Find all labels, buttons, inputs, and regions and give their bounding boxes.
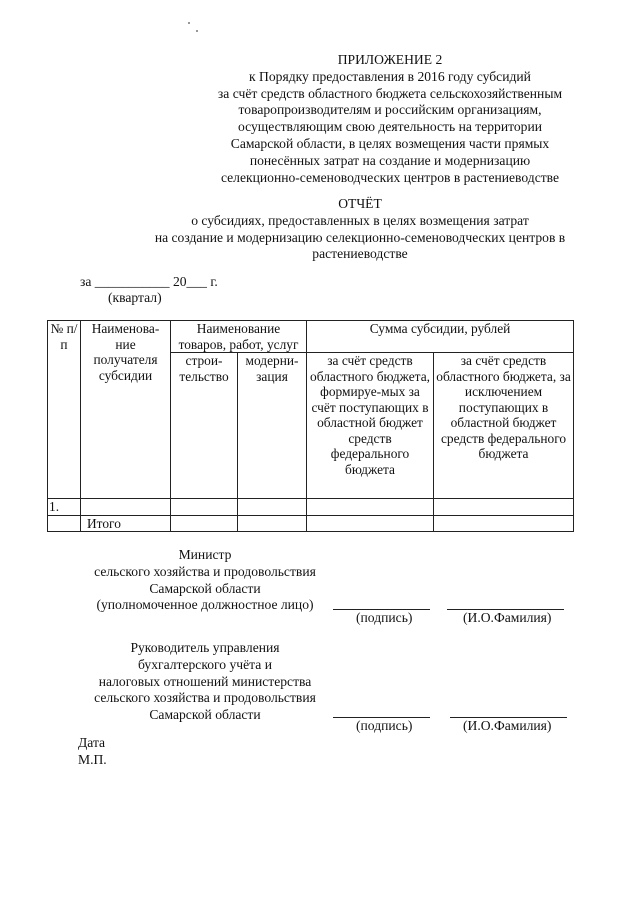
cell: [238, 515, 307, 532]
row-num: 1.: [48, 499, 81, 516]
header-recipient: Наименова-ние получателя субсидии: [81, 321, 171, 499]
annex-line: селекционно-семеноводческих центров в растениеводстве: [220, 169, 560, 185]
scan-speck: [196, 30, 198, 32]
footer: [78, 735, 107, 769]
cell: [434, 499, 574, 516]
signatory-accounting-head: [60, 640, 350, 724]
signatory-line: сельского хозяйства и продовольствия: [94, 563, 316, 579]
table-row: [48, 499, 574, 516]
signatory-line: Самарской области: [149, 707, 261, 723]
annex-title: ПРИЛОЖЕНИЕ 2: [337, 52, 443, 67]
report-subtitle-line: растениеводстве: [312, 246, 408, 262]
report-subtitle-line: о субсидиях, предоставленных в целях возмещения затрат: [191, 212, 529, 228]
header-modernization: модерни-зация: [238, 353, 307, 499]
annex-line: к Порядку предоставления в 2016 году субсидий: [249, 68, 531, 84]
cell: [171, 515, 238, 532]
report-period: за ___________ 20___ г.: [80, 274, 218, 289]
signature-caption: (подпись): [356, 610, 413, 625]
name-caption: (И.О.Фамилия): [463, 718, 552, 733]
date-label: Дата: [78, 735, 106, 750]
signatory-line: Министр: [178, 547, 232, 562]
signatory-line: (уполномоченное должностное лицо): [96, 597, 314, 613]
signature-caption: (подпись): [356, 718, 413, 733]
signatory-line: бухгалтерского учёта и: [138, 656, 272, 672]
scan-speck: [188, 22, 190, 24]
cell: [307, 515, 434, 532]
annex-line: Самарской области, в целях возмещения части прямых: [230, 135, 550, 151]
annex-header: [190, 52, 590, 186]
header-num: № п/п: [48, 321, 81, 499]
name-caption: (И.О.Фамилия): [463, 610, 552, 625]
signatory-line: сельского хозяйства и продовольствия: [94, 690, 316, 706]
cell: [238, 499, 307, 516]
cell: [81, 499, 171, 516]
header-construction: строи-тельство: [171, 353, 238, 499]
table-row-total: [48, 515, 574, 532]
header-regional-funds: за счёт средств областного бюджета, за исключением поступающих в областной бюджет средств федерального бюджета: [434, 353, 574, 499]
annex-line: за счёт средств областного бюджета сельскохозяйственным: [217, 85, 563, 101]
signatory-line: Руководитель управления: [130, 640, 280, 655]
annex-line: товаропроизводителям и российским организациям,: [238, 102, 542, 118]
cell: [307, 499, 434, 516]
subsidy-table: [47, 320, 574, 532]
cell: [48, 515, 81, 532]
header-federal-funds: за счёт средств областного бюджета, формируе-мых за счёт поступающих в областной бюджет средств федерального бюджета: [307, 353, 434, 499]
stamp-label: М.П.: [78, 751, 107, 767]
cell: [171, 499, 238, 516]
header-sum: Сумма субсидии, рублей: [307, 321, 574, 353]
annex-line: осуществляющим свою деятельность на территории: [237, 119, 543, 135]
report-subtitle-line: на создание и модернизацию селекционно-семеноводческих центров в: [154, 229, 566, 245]
report-title: ОТЧЁТ: [338, 196, 382, 211]
signatory-line: Самарской области: [149, 580, 261, 596]
period-caption: (квартал): [108, 290, 162, 305]
signatory-line: налоговых отношений министерства: [98, 673, 312, 689]
total-label: Итого: [81, 515, 171, 532]
signatory-minister: [60, 547, 350, 614]
annex-line: понесённых затрат на создание и модернизацию: [249, 152, 531, 168]
report-header: [80, 196, 640, 263]
cell: [434, 515, 574, 532]
header-goods: Наименование товаров, работ, услуг: [171, 321, 307, 353]
